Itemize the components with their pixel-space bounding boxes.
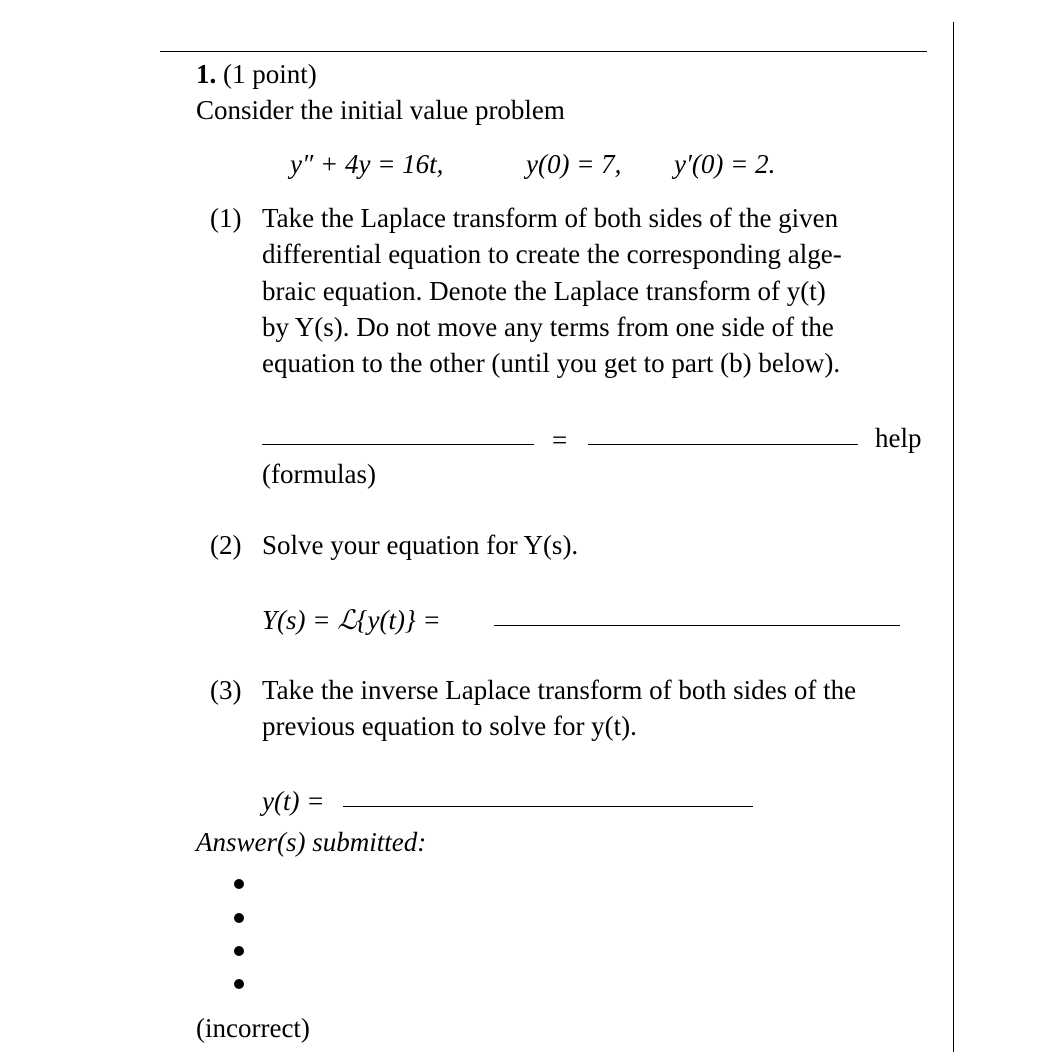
submitted-bullet-2 — [234, 913, 244, 923]
submitted-bullet-1 — [234, 879, 244, 889]
problem-points: (1 point) — [223, 59, 317, 89]
part-2-answer-input[interactable] — [494, 625, 900, 626]
problem-number: 1. — [196, 59, 217, 89]
part-3-line-1: Take the inverse Laplace transform of both sides of the — [262, 675, 857, 705]
problem-header — [196, 56, 317, 92]
page-right-border — [953, 22, 954, 1052]
part-1-rhs-answer-input[interactable] — [588, 444, 858, 445]
part-3-line-2: previous equation to solve for y(t). — [262, 711, 637, 741]
part-1-label: (1) — [210, 203, 242, 233]
part-2-label: (2) — [210, 530, 242, 560]
part-1-line-3: braic equation. Denote the Laplace transform of y(t) — [262, 276, 826, 306]
submitted-bullet-3 — [234, 946, 244, 956]
part-1-lhs-answer-input[interactable] — [262, 444, 534, 445]
part-3-answer-prefix: y(t) = — [262, 786, 325, 816]
submission-status: (incorrect) — [196, 1013, 310, 1043]
part-1-line-1: Take the Laplace transform of both sides of the given — [262, 203, 839, 233]
differential-equation: y″ + 4y = 16t, — [290, 149, 444, 179]
initial-condition-2: y′(0) = 2. — [674, 149, 776, 179]
initial-condition-1: y(0) = 7, — [526, 149, 622, 179]
part-3-answer-input[interactable] — [343, 806, 753, 807]
part-3-label: (3) — [210, 675, 242, 705]
problem-intro: Consider the initial value problem — [196, 95, 565, 125]
part-1-equals: = — [552, 425, 568, 455]
submitted-bullet-4 — [234, 979, 244, 989]
help-link[interactable]: help — [875, 423, 922, 453]
part-2-line-1: Solve your equation for Y(s). — [262, 530, 579, 560]
part-1-line-2: differential equation to create the corresponding alge- — [262, 239, 842, 269]
part-1-line-5: equation to the other (until you get to part (b) below). — [262, 348, 841, 378]
formulas-link[interactable]: (formulas) — [262, 459, 376, 489]
part-2-answer-prefix: Y(s) = ℒ{y(t)} = — [262, 605, 441, 635]
problem-separator — [160, 51, 927, 52]
answers-submitted-label: Answer(s) submitted: — [196, 827, 427, 857]
part-1-line-4: by Y(s). Do not move any terms from one side of the — [262, 312, 834, 342]
